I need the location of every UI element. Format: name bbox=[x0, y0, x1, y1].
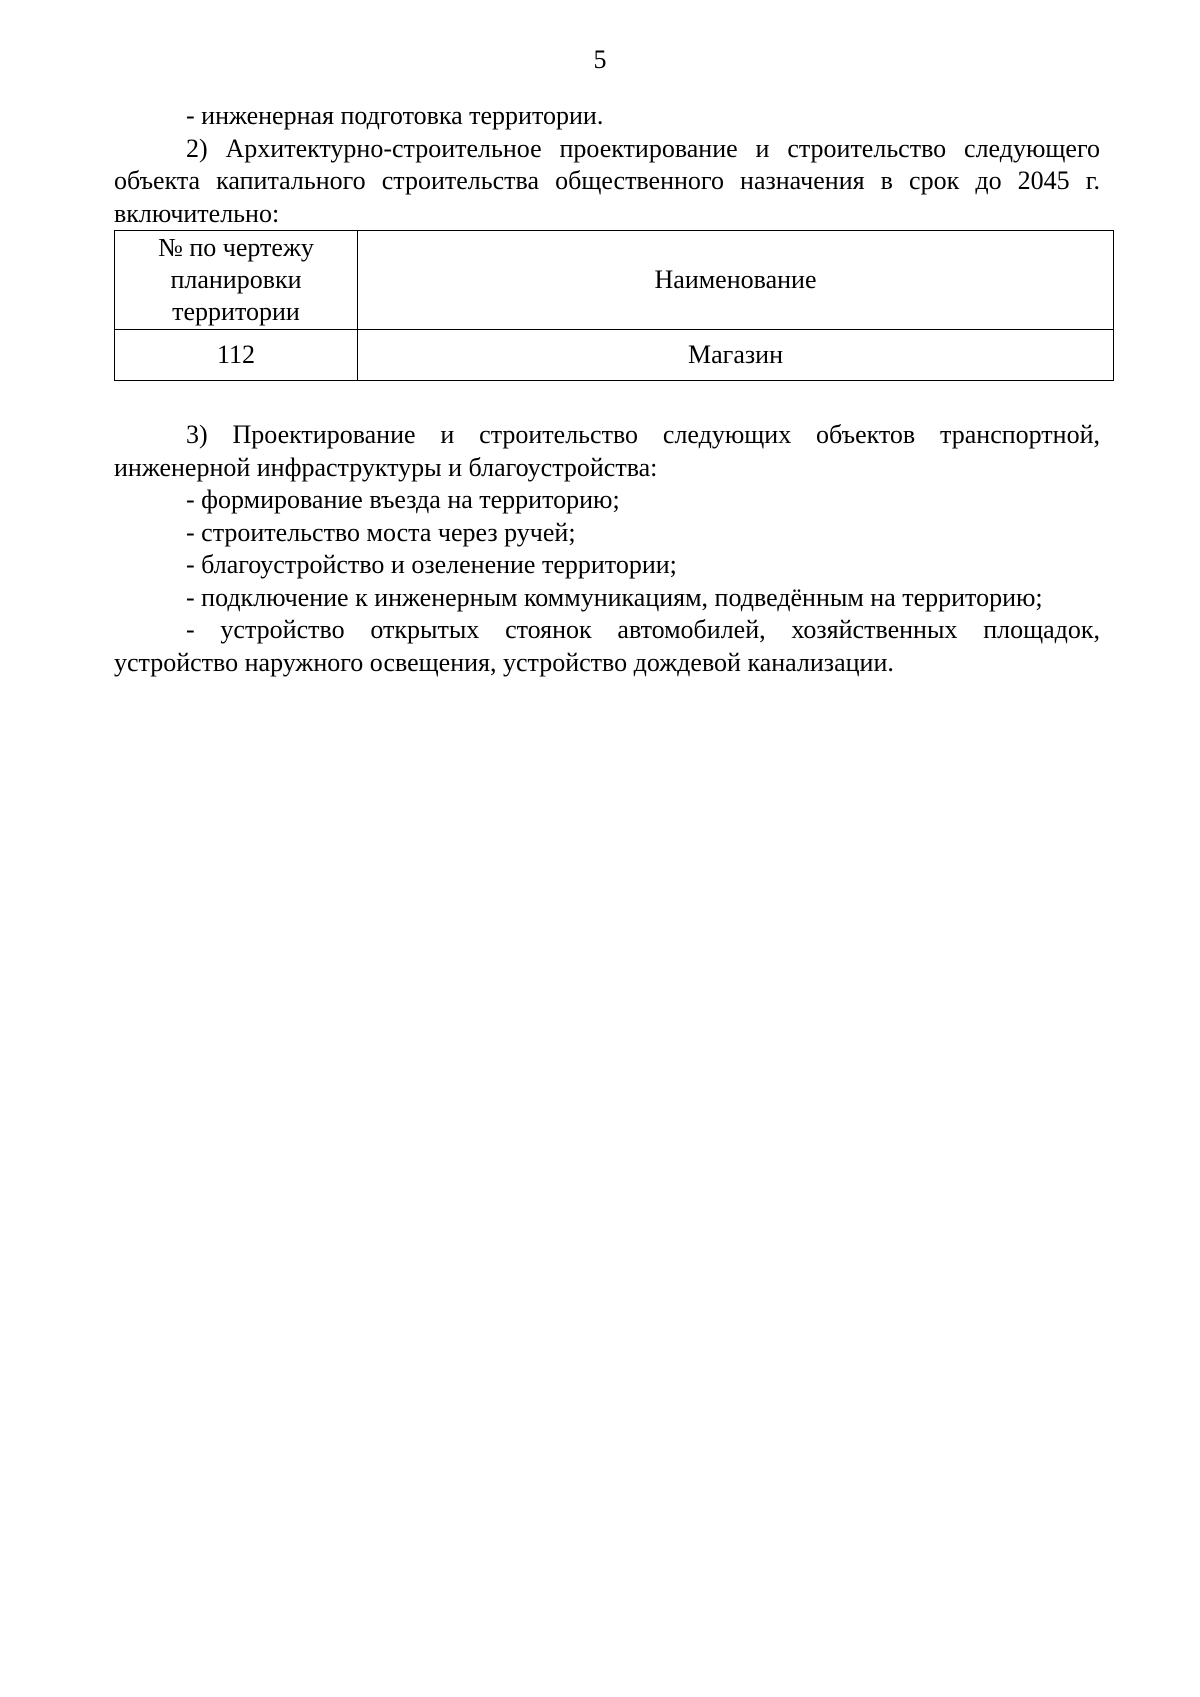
table-header-name: Наименование bbox=[358, 231, 1114, 330]
table-header-number: № по чертежу планировки территории bbox=[115, 231, 358, 330]
document-body bbox=[114, 100, 1100, 679]
section-2-paragraph: 2) Архитектурно-строительное проектирование и строительство следующего объекта капитального строительства общественного назначения в срок до 2045 г. включительно: bbox=[114, 133, 1100, 228]
table-row bbox=[115, 330, 1114, 381]
intro-list-item: - инженерная подготовка территории. bbox=[186, 101, 604, 130]
page-number: 5 bbox=[593, 45, 607, 74]
list-item: - формирование въезда на территорию; bbox=[186, 485, 620, 514]
table-cell-name: Магазин bbox=[358, 330, 1114, 381]
spacer bbox=[114, 381, 1100, 419]
list-item: - благоустройство и озеленение территории; bbox=[186, 550, 677, 579]
section-3-paragraph: 3) Проектирование и строительство следующих объектов транспортной, инженерной инфраструктуры и благоустройства: bbox=[114, 420, 1100, 482]
table-cell-number: 112 bbox=[115, 330, 358, 381]
list-item: - строительство моста через ручей; bbox=[186, 517, 576, 547]
objects-table bbox=[114, 230, 1114, 381]
list-item: - устройство открытых стоянок автомобилей, хозяйственных площадок, устройство наружного освещения, устройство дождевой канализации. bbox=[114, 615, 1100, 677]
table-header-row bbox=[115, 231, 1114, 330]
list-item: - подключение к инженерным коммуникациям, подведённым на территорию; bbox=[186, 582, 1043, 612]
